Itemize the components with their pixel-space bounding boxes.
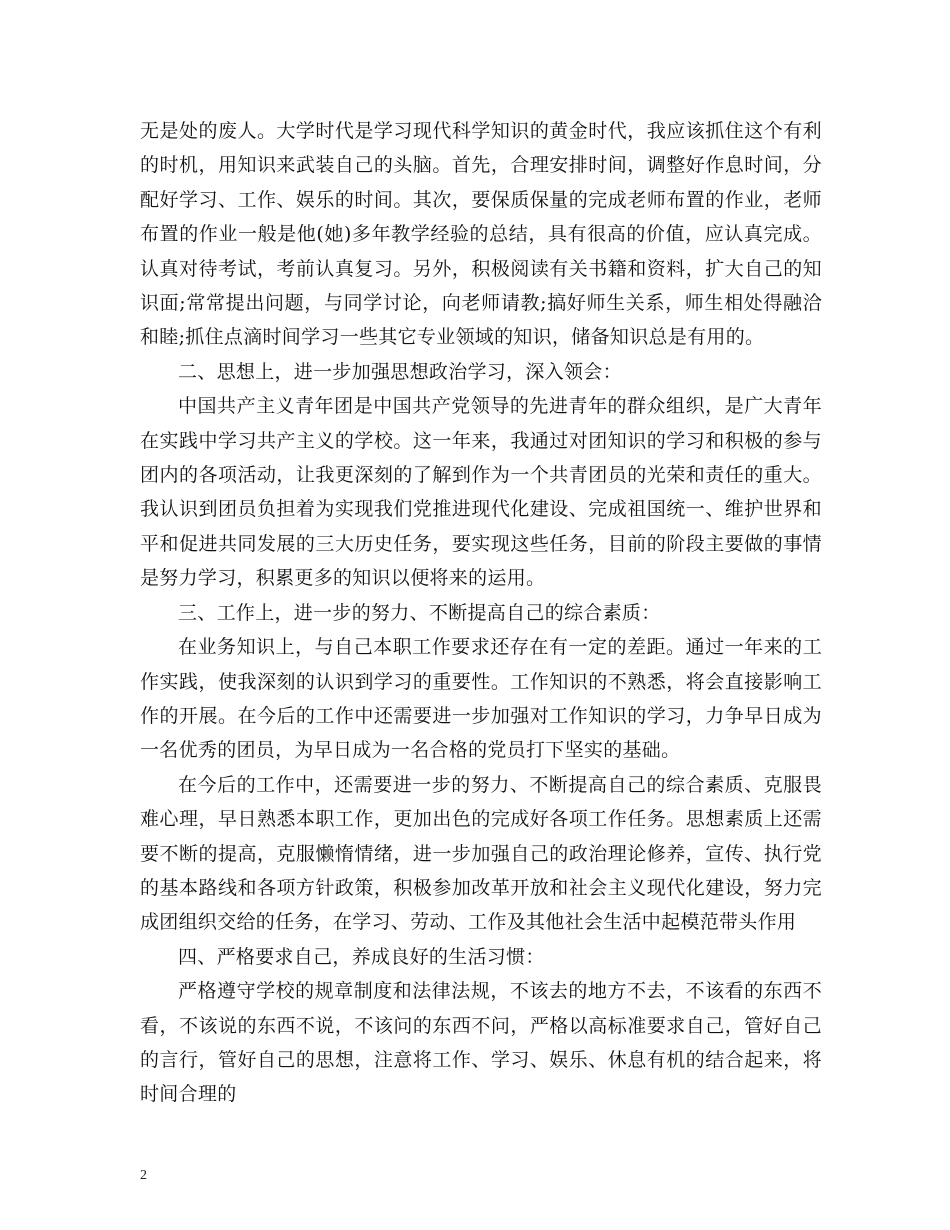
document-body: [140, 114, 822, 1112]
section-heading-work: 三、工作上，进一步的努力、不断提高自己的综合素质：: [178, 601, 661, 624]
paragraph-youth-league: 中国共产主义青年团是中国共产党领导的先进青年的群众组织，是广大青年在实践中学习共产主义的学校。这一年来，我通过对团知识的学习和积极的参与团内的各项活动，让我更深刻的了解到作为一个共青团员的光荣和责任的重大。我认识到团员负担着为实现我们党推进现代化建设、完成祖国统一、维护世界和平和促进共同发展的三大历史任务，要实现这些任务，目前的阶段主要做的事情是努力学习，积累更多的知识以便将来的运用。: [140, 395, 822, 590]
section-heading-ideology: 二、思想上，进一步加强思想政治学习，深入领会：: [178, 360, 622, 383]
paragraph-continued: 无是处的废人。大学时代是学习现代科学知识的黄金时代，我应该抓住这个有利的时机，用知识来武装自己的头脑。首先，合理安排时间，调整好作息时间，分配好学习、工作、娱乐的时间。其次，要保质保量的完成老师布置的作业，老师布置的作业一般是他(她)多年教学经验的总结，具有很高的价值，应认真完成。认真对待考试，考前认真复习。另外，积极阅读有关书籍和资料，扩大自己的知识面;常常提出问题，与同学讨论，向老师请教;搞好师生关系，师生相处得融洽和睦;抓住点滴时间学习一些其它专业领域的知识，储备知识总是有用的。: [140, 120, 822, 349]
paragraph-business-knowledge: 在业务知识上，与自己本职工作要求还存在有一定的差距。通过一年来的工作实践，使我深刻的认识到学习的重要性。工作知识的不熟悉，将会直接影响工作的开展。在今后的工作中还需要进一步加强对工作知识的学习，力争早日成为一名优秀的团员，为早日成为一名合格的党员打下坚实的基础。: [140, 636, 822, 762]
section-heading-habits: 四、严格要求自己，养成良好的生活习惯：: [178, 945, 545, 968]
paragraph-discipline: 严格遵守学校的规章制度和法律法规，不该去的地方不去，不该看的东西不看，不该说的东西不说，不该问的东西不问，严格以高标准要求自己，管好自己的言行，管好自己的思想，注意将工作、学习、娱乐、休息有机的结合起来，将时间合理的: [140, 980, 822, 1106]
page-number: 2: [140, 1168, 147, 1183]
paragraph-future-work: 在今后的工作中，还需要进一步的努力、不断提高自己的综合素质、克服畏难心理，早日熟悉本职工作，更加出色的完成好各项工作任务。思想素质上还需要不断的提高，克服懒惰情绪，进一步加强自己的政治理论修养，宣传、执行党的基本路线和各项方针政策，积极参加改革开放和社会主义现代化建设，努力完成团组织交给的任务，在学习、劳动、工作及其他社会生活中起模范带头作用: [140, 773, 822, 934]
